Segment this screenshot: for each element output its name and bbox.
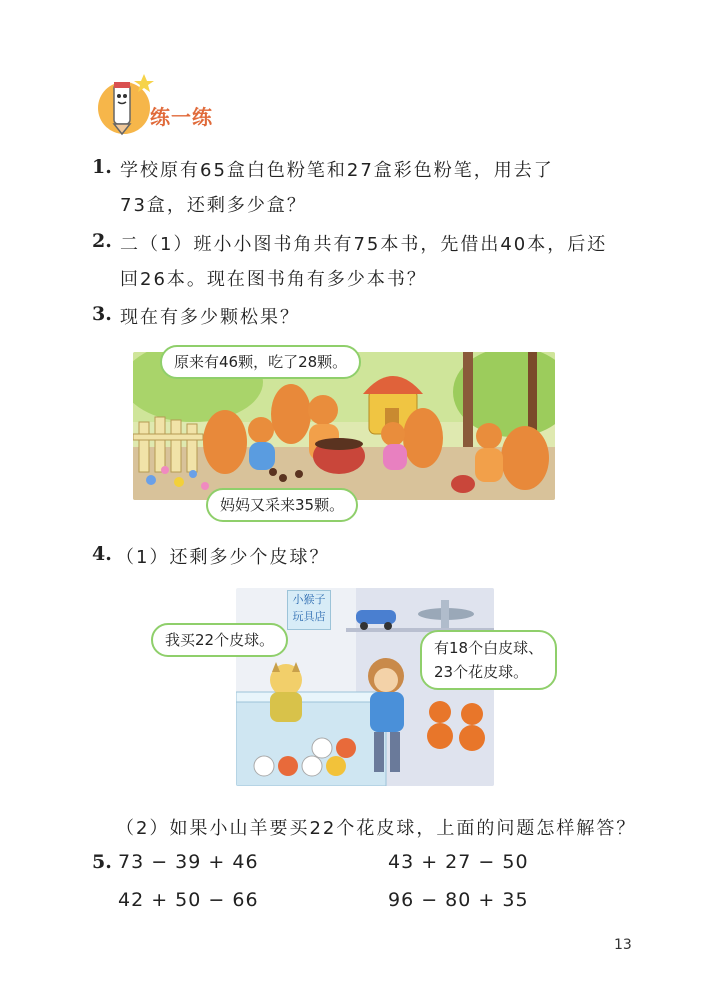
problem-5-number: 5. [92, 851, 112, 873]
expression-4: 96 − 80 + 35 [388, 889, 529, 911]
expression-2: 43 + 27 − 50 [388, 851, 529, 873]
problem-4-part-2: （2）如果小山羊要买22个花皮球，上面的问题怎样解答？ [116, 818, 637, 839]
problem-2-line-1: 二（1）班小小图书角共有75本书，先借出40本，后还 [120, 234, 608, 255]
problem-1-line-1: 学校原有65盒白色粉笔和27盒彩色粉笔，用去了 [120, 160, 554, 181]
monkey-bubble-line-2: 23个花皮球。 [434, 663, 529, 681]
toy-shop-sign [287, 590, 331, 630]
problem-1-line-2: 73盒，还剩多少盒？ [120, 195, 307, 216]
problem-3-line-1: 现在有多少颗松果？ [120, 307, 300, 328]
expression-3: 42 + 50 − 66 [118, 889, 259, 911]
speech-bubble-monkey [420, 630, 557, 690]
monkey-bubble-line-1: 有18个白皮球、 [434, 639, 544, 657]
speech-bubble-goat: 我买22个皮球。 [151, 623, 288, 657]
shop-sign-line-1: 小猴子 [292, 593, 326, 606]
problem-2-number: 2. [92, 230, 112, 252]
problem-1-number: 1. [92, 156, 112, 178]
page-number: 13 [614, 937, 632, 953]
speech-bubble-original-count: 原来有46颗，吃了28颗。 [160, 345, 361, 379]
expression-1: 73 − 39 + 46 [118, 851, 259, 873]
section-title: 练一练 [150, 105, 213, 129]
problem-4-number: 4. [92, 543, 112, 565]
shop-sign-line-2: 玩具店 [292, 610, 326, 623]
problem-4-part-1: （1）还剩多少个皮球？ [116, 547, 330, 568]
problem-3-number: 3. [92, 303, 112, 325]
speech-bubble-mother-collected: 妈妈又采来35颗。 [206, 488, 358, 522]
problem-2-line-2: 回26本。现在图书角有多少本书？ [120, 269, 427, 290]
